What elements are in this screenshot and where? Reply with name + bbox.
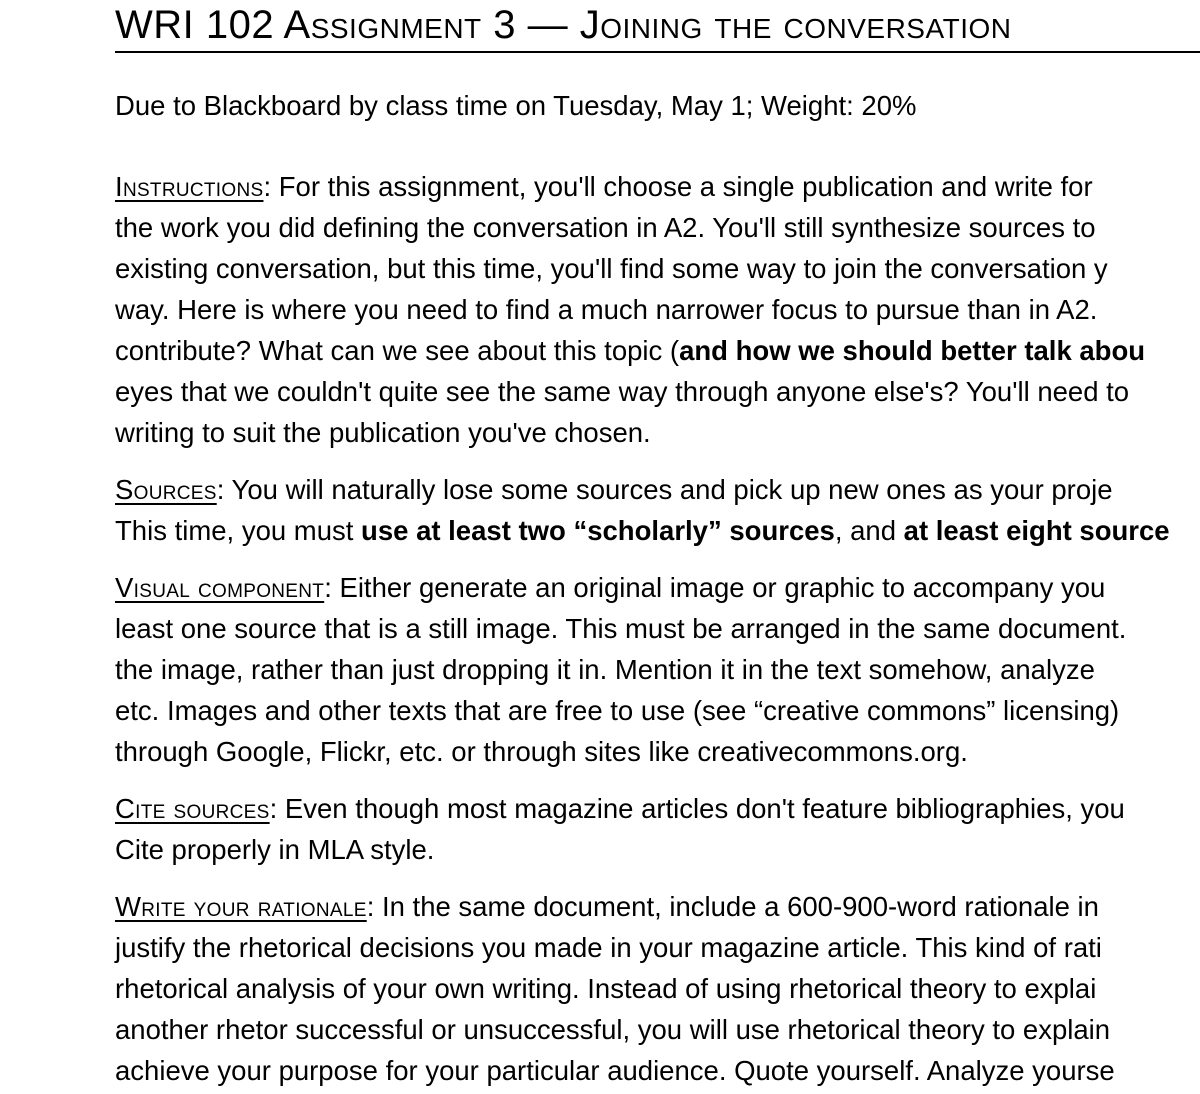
document-body: [115, 166, 1200, 1091]
body-text: achieve your purpose for your particular audience. Quote yourself. Analyze yourse: [115, 1055, 1115, 1086]
body-text: , and: [834, 515, 904, 546]
body-text: contribute? What can we see about this topic (: [115, 335, 680, 366]
paragraph: [115, 788, 1200, 870]
body-text: existing conversation, but this time, you'll find some way to join the conversation y: [115, 253, 1108, 284]
text-line: [115, 788, 1200, 829]
section-heading: Sources: [115, 474, 217, 505]
body-text: through Google, Flickr, etc. or through sites like creativecommons.org.: [115, 736, 968, 767]
text-line: [115, 829, 1200, 870]
text-line: [115, 166, 1200, 207]
text-line: [115, 289, 1200, 330]
text-line: [115, 469, 1200, 510]
bold-text: use at least two “scholarly” sources: [361, 515, 835, 546]
body-text: the work you did defining the conversation in A2. You'll still synthesize sources to: [115, 212, 1096, 243]
section-heading: Write your rationale: [115, 891, 367, 922]
body-text: another rhetor successful or unsuccessful, you will use rhetorical theory to explain: [115, 1014, 1111, 1045]
body-text: the image, rather than just dropping it in. Mention it in the text somehow, analyze: [115, 654, 1095, 685]
body-text: least one source that is a still image. This must be arranged in the same document.: [115, 613, 1127, 644]
paragraph: [115, 469, 1200, 551]
body-text: writing to suit the publication you've chosen.: [115, 417, 651, 448]
due-weight-line: Due to Blackboard by class time on Tuesday, May 1; Weight: 20%: [115, 90, 917, 121]
body-text: : For this assignment, you'll choose a single publication and write for: [263, 171, 1093, 202]
body-text: justify the rhetorical decisions you made in your magazine article. This kind of rati: [115, 932, 1102, 963]
bold-text: at least eight source: [903, 515, 1170, 546]
paragraph: [115, 166, 1200, 453]
text-line: [115, 248, 1200, 289]
body-text: This time, you must: [115, 515, 362, 546]
text-line: [115, 1009, 1200, 1050]
body-text: eyes that we couldn't quite see the same way through anyone else's? You'll need to: [115, 376, 1130, 407]
paragraph: [115, 567, 1200, 772]
body-text: : You will naturally lose some sources and pick up new ones as your proje: [216, 474, 1113, 505]
body-text: Cite properly in MLA style.: [115, 834, 435, 865]
body-text: rhetorical analysis of your own writing. Instead of using rhetorical theory to explai: [115, 973, 1097, 1004]
text-line: [115, 1050, 1200, 1091]
text-line: [115, 371, 1200, 412]
text-line: [115, 649, 1200, 690]
section-heading: Instructions: [115, 171, 264, 202]
body-text: : Even though most magazine articles don't feature bibliographies, you: [269, 793, 1125, 824]
text-line: [115, 412, 1200, 453]
text-line: [115, 330, 1200, 371]
text-line: [115, 927, 1200, 968]
text-line: [115, 886, 1200, 927]
body-text: : In the same document, include a 600-900-word rationale in: [366, 891, 1099, 922]
bold-text: and how we should better talk abou: [679, 335, 1146, 366]
page-title: WRI 102 Assignment 3 — Joining the conversation: [115, 0, 1200, 53]
text-line: [115, 510, 1200, 551]
section-heading: Visual component: [115, 572, 325, 603]
text-line: [115, 207, 1200, 248]
text-line: [115, 690, 1200, 731]
text-line: [115, 567, 1200, 608]
text-line: [115, 968, 1200, 1009]
text-line: [115, 608, 1200, 649]
section-heading: Cite sources: [115, 793, 270, 824]
body-text: : Either generate an original image or graphic to accompany you: [324, 572, 1106, 603]
body-text: way. Here is where you need to find a much narrower focus to pursue than in A2.: [115, 294, 1098, 325]
body-text: etc. Images and other texts that are free to use (see “creative commons” licensing): [115, 695, 1120, 726]
paragraph: [115, 886, 1200, 1091]
text-line: [115, 731, 1200, 772]
